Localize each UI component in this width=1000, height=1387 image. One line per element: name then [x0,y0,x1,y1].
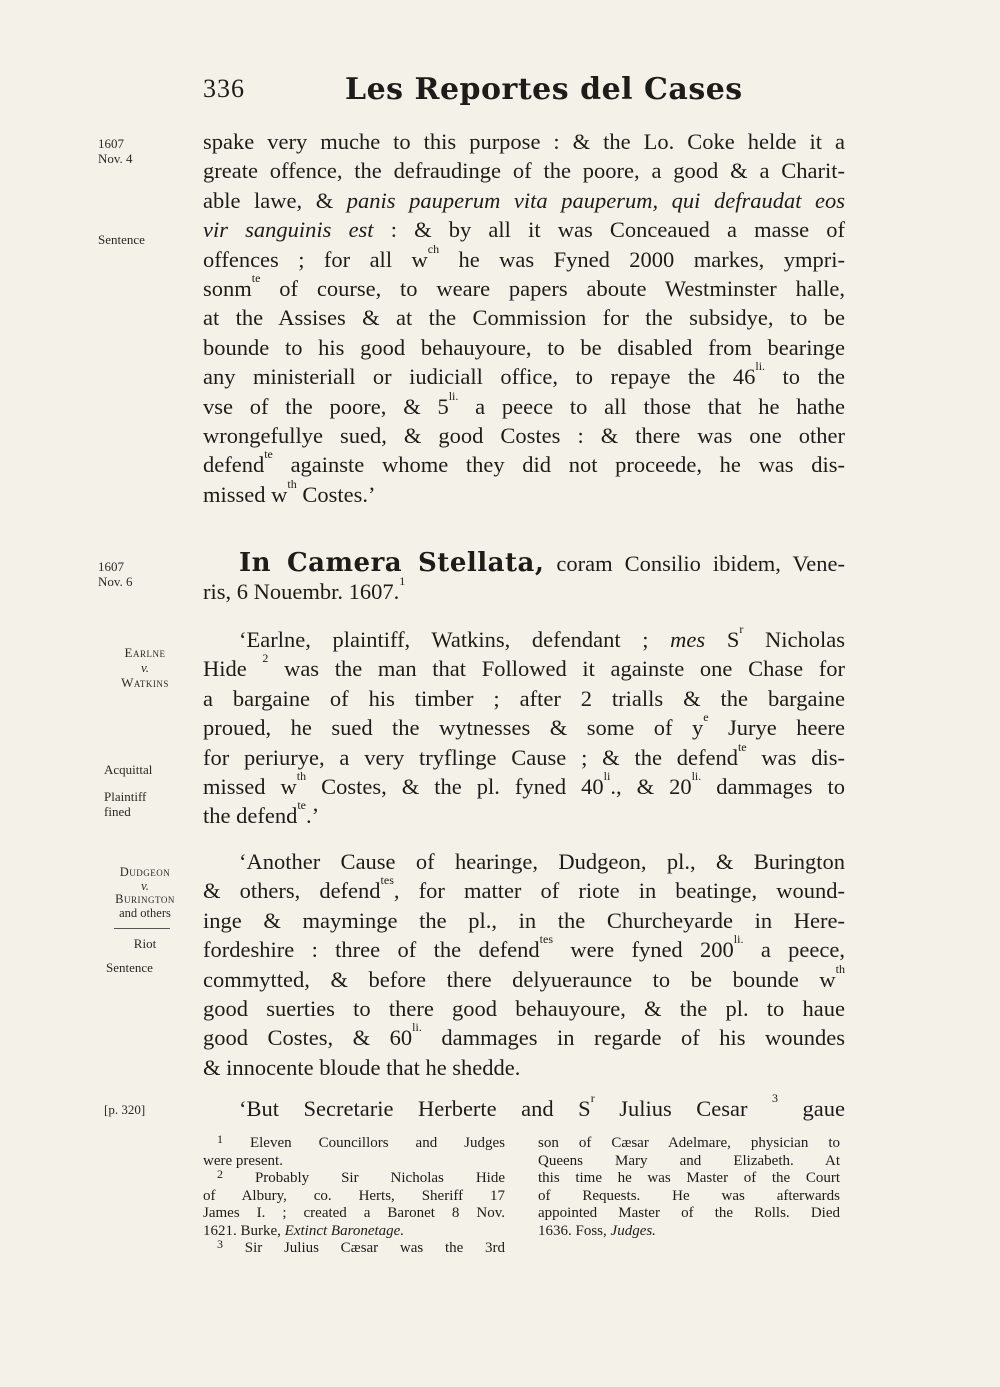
latin-phrase: vir sanguinis est [203,217,374,243]
heading-line: In Camera Stellata, coram Consilio ibidem, Vene- [239,548,845,578]
text-line: good Costes, & $60^{li.}$ dammages in regarde of his woundes [203,1020,846,1051]
page-header [203,72,845,112]
text-line: missed $w^{th}$ Costes.’ [203,476,376,507]
blackletter-heading: In Camera Stellata, [239,548,545,578]
paragraph-1 [203,127,845,509]
text-line: commytted, & before there delyueraunce to be bounde $w^{th}$ [203,961,845,992]
text-line: fordeshire : three of the defend$^{tes}$ were fyned $200^{li.}$ a peece, [203,932,845,963]
margin-acquittal: Acquittal [104,762,153,777]
footnote-ref[interactable]: 2 [262,651,269,666]
margin-date-2-year: 1607 [98,559,124,574]
text-line: defend$^{te}$ againste whome they did not proceede, he was dis- [203,447,845,478]
margin-sentence-2: Sentence [106,960,153,975]
text-line: ‘Another Cause of hearinge, Dudgeon, pl., & Burington [239,849,845,874]
margin-case2-party2: Burington [115,892,175,906]
margin-case1-party2: Watkins [121,675,169,690]
margin-sentence-1: Sentence [98,232,145,247]
footnote-line: son of Cæsar Adelmare, physician to [538,1135,840,1151]
text-line: good suerties to there good behauyoure, & the pl. to haue [203,995,845,1021]
footnotes-right-column [538,1135,840,1240]
paragraph-4 [203,1091,845,1123]
footnote-line: appointed Master of the Rolls. Died [538,1205,840,1221]
text-line: for periurye, a very tryflinge Cause ; & the defend$^{te}$ was dis- [203,739,845,770]
text-line: sonm$^{te}$ of course, to weare papers aboute Westminster halle, [203,270,845,301]
paragraph-3 [203,847,845,1082]
running-title: Les Reportes del Cases [345,72,743,107]
footnote-line: this time he was Master of the Court [538,1170,840,1186]
margin-case1-party1: Earlne [124,645,166,660]
text-line: proued, he sued the wytnesses & some of $y^e$ Jurye heere [203,710,845,741]
margin-date-2-day: Nov. 6 [98,574,133,589]
footnote-line: 1636. Foss, Judges. [538,1222,656,1239]
margin-date-1-day: Nov. 4 [98,151,133,166]
margin-case2-party1: Dudgeon [119,865,171,879]
text-line: & innocente bloude that he shedde. [203,1054,521,1080]
margin-plaintiff-fined [104,789,196,819]
margin-case2-party2b: and others [119,905,171,920]
text-line: Hide $^2$ was the man that Followed it againste one Chase for [203,651,845,682]
text-line: wrongefullye sued, & good Costes : & there was one other [203,422,845,448]
footnote-1: $^1$ Eleven Councillors and Judges [217,1132,505,1151]
footnote-line: James I. ; created a Baronet 8 Nov. [203,1205,505,1221]
text-line: any ministeriall or iudiciall office, to repaye the $46^{li.}$ to the [203,359,845,390]
margin-case-dudgeon-burington [104,866,186,920]
text-line: able lawe, & panis pauperum vita pauperum, qui defraudat eos [203,187,846,213]
margin-date-1 [98,136,190,166]
footnote-line: 1621. Burke, Extinct Baronetage. [203,1222,405,1239]
margin-divider [114,928,170,929]
paragraph-2 [203,622,845,831]
text-line: vse of the poore, & $5^{li.}$ a peece to all those that he hathe [203,388,845,419]
text-line: greate offence, the defraudinge of the poore, a good & a Charit- [203,158,845,184]
margin-case-earlne-watkins [104,645,186,690]
text-line: missed $w^{th}$ Costes, & the pl. fyned $40^{li}$., & $20^{li.}$ dammages to [203,768,845,799]
heading-line: ris, 6 Nouembr. 1607.$^1$ [203,574,406,605]
text-line: bounde to his good behauyoure, to be disabled from bearinge [203,334,845,360]
text-line: vir sanguinis est : & by all it was Conceaued a masse of [203,217,845,243]
footnote-3: $^3$ Sir Julius Cæsar was the 3rd [217,1237,505,1256]
footnote-line: of Albury, co. Herts, Sheriff 17 [203,1187,505,1204]
margin-case1-v: v. [140,660,150,675]
footnote-ref[interactable]: 3 [772,1091,778,1105]
text-line: & others, defend$^{tes}$, for matter of riote in beatinge, wound- [203,873,845,904]
margin-case2-v: v. [141,878,149,893]
margin-date-2 [98,559,190,589]
text-line: inge & mayminge the pl., in the Churcheyarde in Here- [203,907,845,933]
margin-date-1-year: 1607 [98,136,124,151]
section-heading [203,548,845,607]
margin-page-ref: [p. 320] [104,1102,146,1117]
footnote-2: $^2$ Probably Sir Nicholas Hide [217,1167,505,1186]
page-number: 336 [203,74,245,103]
text-line: offences ; for all $w^{ch}$ he was Fyned 2000 markes, ympri- [203,241,845,272]
footnote-line: Queens Mary and Elizabeth. At [538,1152,840,1169]
margin-riot: Riot [133,936,157,951]
latin-phrase: panis pauperum vita pauperum, qui defraudat eos [346,187,846,213]
margin-plaintiff-fined-line1: Plaintiff [104,789,147,804]
text-line: at the Assises & at the Commission for the subsidye, to be [203,305,845,331]
text-line: spake very muche to this purpose : & the Lo. Coke helde it a [203,129,845,154]
text-line: the defend$^{te}$.’ [203,798,320,829]
text-line: ‘Earlne, plaintiff, Watkins, defendant ; mes $S^r$ Nicholas [239,622,845,652]
text-line: ‘But Secretarie Herberte and $S^r$ Julius Cesar $^3$ gaue [239,1091,845,1121]
footnote-line: were present. [203,1152,283,1169]
footnotes-left-column [203,1132,505,1258]
text-line: a bargaine of his timber ; after 2 trialls & the bargaine [203,685,845,711]
footnote-line: of Requests. He was afterwards [538,1187,840,1204]
margin-plaintiff-fined-line2: fined [104,804,131,819]
